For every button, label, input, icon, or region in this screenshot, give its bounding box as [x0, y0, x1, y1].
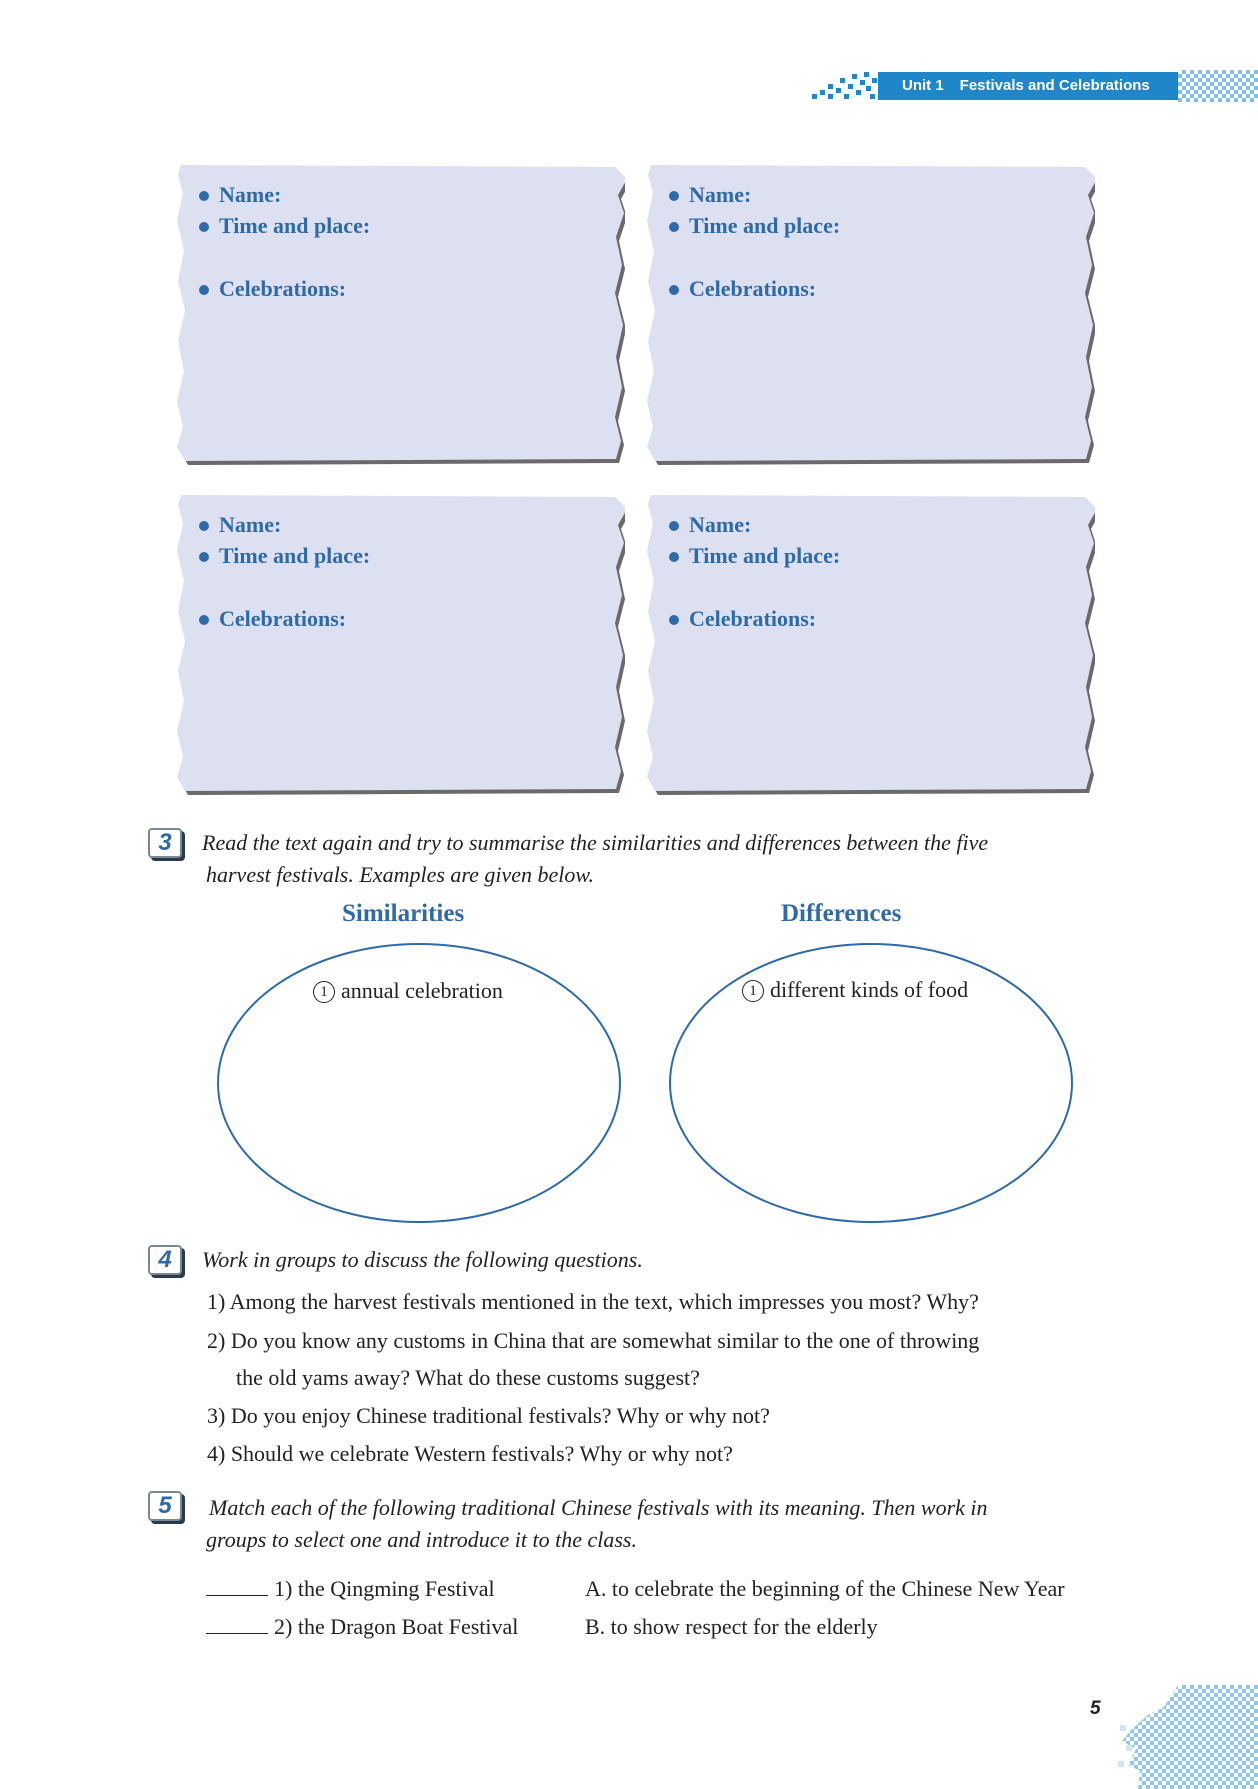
festival-card-1 [175, 165, 625, 465]
differences-heading: Differences [781, 900, 902, 927]
unit-title-band [878, 72, 1178, 100]
festival-card-4 [645, 495, 1095, 795]
festival-card-2 [645, 165, 1095, 465]
celebrations-label: Celebrations: [669, 603, 840, 634]
answer-blank-2[interactable] [206, 1611, 268, 1634]
exercise-5-instruction-line2: groups to select one and introduce it to the class. [206, 1527, 637, 1552]
time-place-label: Time and place: [669, 540, 840, 571]
exercise-4-instruction: Work in groups to discuss the following questions. [202, 1247, 643, 1272]
meaning-b: B. to show respect for the elderly [585, 1614, 878, 1639]
name-label: Name: [669, 509, 840, 540]
celebrations-label: Celebrations: [669, 273, 840, 304]
pixel-decoration-right [1178, 70, 1258, 102]
pixel-decoration-left [810, 70, 880, 102]
pixel-decoration-corner [1118, 1685, 1258, 1789]
unit-title: Festivals and Celebrations [959, 77, 1150, 94]
question-3: 3) Do you enjoy Chinese traditional festivals? Why or why not? [207, 1403, 770, 1428]
name-label: Name: [669, 179, 840, 210]
exercise-3-instruction-line1: Read the text again and try to summarise the similarities and differences between the five [202, 830, 989, 855]
celebrations-label: Celebrations: [199, 603, 370, 634]
exercise-4-number: 4 [148, 1245, 182, 1275]
time-place-label: Time and place: [199, 540, 370, 571]
similarities-example [313, 978, 503, 1004]
festival-card-3 [175, 495, 625, 795]
unit-header-banner [810, 70, 1258, 102]
circled-number-marker: 1 [313, 981, 335, 1003]
match-item-2 [206, 1611, 518, 1643]
celebrations-label: Celebrations: [199, 273, 370, 304]
time-place-label: Time and place: [669, 210, 840, 241]
festival-1: 1) the Qingming Festival [274, 1576, 495, 1601]
exercise-3-number: 3 [148, 828, 182, 858]
exercise-3-instruction-line2: harvest festivals. Examples are given below. [206, 862, 594, 887]
similarities-example-text: annual celebration [341, 978, 503, 1003]
question-2-continued: the old yams away? What do these customs suggest? [236, 1365, 700, 1390]
festival-2: 2) the Dragon Boat Festival [274, 1614, 519, 1639]
exercise-5-number: 5 [148, 1491, 182, 1521]
name-label: Name: [199, 509, 370, 540]
circled-number-marker: 1 [742, 980, 764, 1002]
unit-label: Unit 1 [902, 77, 944, 94]
differences-example-text: different kinds of food [770, 977, 969, 1002]
page-number: 5 [1090, 1698, 1101, 1719]
meaning-a: A. to celebrate the beginning of the Chinese New Year [585, 1576, 1065, 1601]
name-label: Name: [199, 179, 370, 210]
question-2: 2) Do you know any customs in China that are somewhat similar to the one of throwing [207, 1328, 980, 1353]
answer-blank-1[interactable] [206, 1573, 268, 1596]
time-place-label: Time and place: [199, 210, 370, 241]
differences-example [742, 977, 968, 1003]
question-4: 4) Should we celebrate Western festivals? Why or why not? [207, 1441, 733, 1466]
match-item-1 [206, 1573, 495, 1605]
exercise-5-instruction-line1: Match each of the following traditional Chinese festivals with its meaning. Then work in [209, 1495, 988, 1520]
similarities-heading: Similarities [342, 900, 465, 927]
question-1: 1) Among the harvest festivals mentioned in the text, which impresses you most? Why? [207, 1289, 979, 1314]
